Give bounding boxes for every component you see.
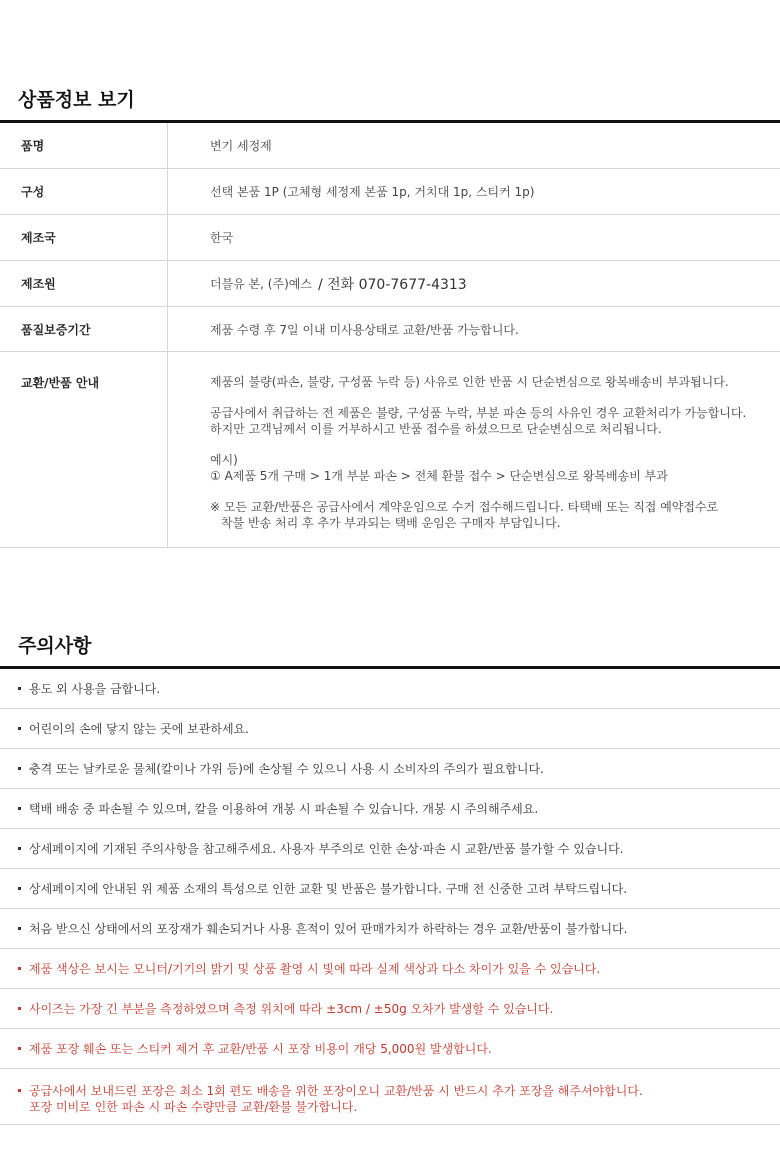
bullet-icon xyxy=(18,807,21,810)
list-item xyxy=(0,669,780,709)
caution-line: 포장 미비로 인한 파손 시 파손 수량만큼 교환/환불 불가합니다. xyxy=(29,1100,358,1114)
caution-text: 용도 외 사용을 금합니다. xyxy=(29,681,161,696)
list-item xyxy=(0,709,780,749)
info-label: 구성 xyxy=(0,169,168,214)
product-info-title: 상품정보 보기 xyxy=(18,89,135,111)
info-row-exchange xyxy=(0,352,780,548)
caution-list xyxy=(0,666,780,1125)
list-item-warning xyxy=(0,1029,780,1069)
info-label: 품질보증기간 xyxy=(0,307,168,351)
product-info-table xyxy=(0,120,780,548)
caution-line: 공급사에서 보내드린 포장은 최소 1회 편도 배송을 위한 포장이오니 교환/반품 시 반드시 추가 포장을 해주셔야합니다. xyxy=(29,1084,643,1098)
list-item xyxy=(0,789,780,829)
manufacturer-name: 더블유 본, (주)예스 xyxy=(210,277,312,291)
exchange-line: ① A제품 5개 구매 > 1개 부분 파손 > 전체 환불 접수 > 단순변심으로 왕복배송비 부과 xyxy=(210,469,668,483)
bullet-icon xyxy=(18,967,21,970)
caution-text: 제품 색상은 보시는 모니터/기기의 밝기 및 상품 촬영 시 빛에 따라 실제 색상과 다소 차이가 있을 수 있습니다. xyxy=(29,961,601,976)
info-value: 한국 xyxy=(210,231,234,245)
info-row-manufacturer xyxy=(0,261,780,307)
info-row-country xyxy=(0,215,780,261)
list-item-warning xyxy=(0,949,780,989)
list-item xyxy=(0,909,780,949)
caution-title: 주의사항 xyxy=(18,635,92,657)
exchange-paragraph xyxy=(210,452,780,484)
caution-text: 택배 배송 중 파손될 수 있으며, 칼을 이용하여 개봉 시 파손될 수 있습니다. 개봉 시 주의해주세요. xyxy=(29,801,539,816)
exchange-line: 공급사에서 취급하는 전 제품은 불량, 구성품 누락, 부분 파손 등의 사유인 경우 교환처리가 가능합니다. xyxy=(210,406,747,420)
exchange-line: 제품의 불량(파손, 불량, 구성품 누락 등) 사유로 인한 반품 시 단순변심으로 왕복배송비 부과됩니다. xyxy=(210,375,729,389)
info-label: 제조국 xyxy=(0,215,168,260)
caution-text: 제품 포장 훼손 또는 스티커 제거 후 교환/반품 시 포장 비용이 개당 5,000원 발생합니다. xyxy=(29,1041,492,1056)
info-row-composition xyxy=(0,169,780,215)
list-item xyxy=(0,869,780,909)
bullet-icon xyxy=(18,727,21,730)
exchange-policy xyxy=(168,352,780,547)
list-item xyxy=(0,829,780,869)
bullet-icon xyxy=(18,767,21,770)
exchange-line: 하지만 고객님께서 이를 거부하시고 반품 접수를 하셨으므로 단순변심으로 처리됩니다. xyxy=(210,422,662,436)
exchange-paragraph xyxy=(210,499,780,531)
info-value: 선택 본품 1P (고체형 세정제 본품 1p, 거치대 1p, 스티커 1p) xyxy=(210,185,535,199)
exchange-paragraph xyxy=(210,374,780,390)
info-label: 제조원 xyxy=(0,261,168,306)
manufacturer-phone: / 전화 070-7677-4313 xyxy=(317,276,467,293)
exchange-line: ※ 모든 교환/반품은 공급사에서 계약운임으로 수거 접수해드립니다. 타택배 또는 직접 예약접수로 xyxy=(210,500,719,514)
bullet-icon xyxy=(18,847,21,850)
caution-text: 상세페이지에 기재된 주의사항을 참고해주세요. 사용자 부주의로 인한 손상·파손 시 교환/반품 불가할 수 있습니다. xyxy=(29,841,624,856)
caution-text xyxy=(29,1083,643,1115)
caution-text: 처음 받으신 상태에서의 포장재가 훼손되거나 사용 흔적이 있어 판매가치가 하락하는 경우 교환/반품이 불가합니다. xyxy=(29,921,628,936)
info-row-name xyxy=(0,123,780,169)
bullet-icon xyxy=(18,1007,21,1010)
list-item-warning xyxy=(0,989,780,1029)
exchange-line: 착불 반송 처리 후 추가 부과되는 택배 운임은 구매자 부담입니다. xyxy=(221,516,561,530)
list-item-warning xyxy=(0,1069,780,1125)
bullet-icon xyxy=(18,1047,21,1050)
exchange-paragraph xyxy=(210,405,780,437)
info-label: 교환/반품 안내 xyxy=(0,352,168,547)
bullet-icon xyxy=(18,687,21,690)
exchange-line: 예시) xyxy=(210,453,238,467)
bullet-icon xyxy=(18,887,21,890)
caution-text: 충격 또는 날카로운 물체(칼이나 가위 등)에 손상될 수 있으니 사용 시 소비자의 주의가 필요합니다. xyxy=(29,761,544,776)
info-value: 제품 수령 후 7일 이내 미사용상태로 교환/반품 가능합니다. xyxy=(210,322,519,337)
info-label: 품명 xyxy=(0,123,168,168)
caution-text: 사이즈는 가장 긴 부분을 측정하였으며 측정 위치에 따라 ±3cm / ±50g 오차가 발생할 수 있습니다. xyxy=(29,1001,554,1016)
bullet-icon xyxy=(18,1089,21,1092)
caution-text: 어린이의 손에 닿지 않는 곳에 보관하세요. xyxy=(29,721,249,736)
info-row-warranty xyxy=(0,307,780,352)
caution-text: 상세페이지에 안내된 위 제품 소재의 특성으로 인한 교환 및 반품은 불가합니다. 구매 전 신중한 고려 부탁드립니다. xyxy=(29,881,628,896)
info-value xyxy=(168,261,780,306)
list-item xyxy=(0,749,780,789)
bullet-icon xyxy=(18,927,21,930)
info-value: 변기 세정제 xyxy=(210,139,272,153)
